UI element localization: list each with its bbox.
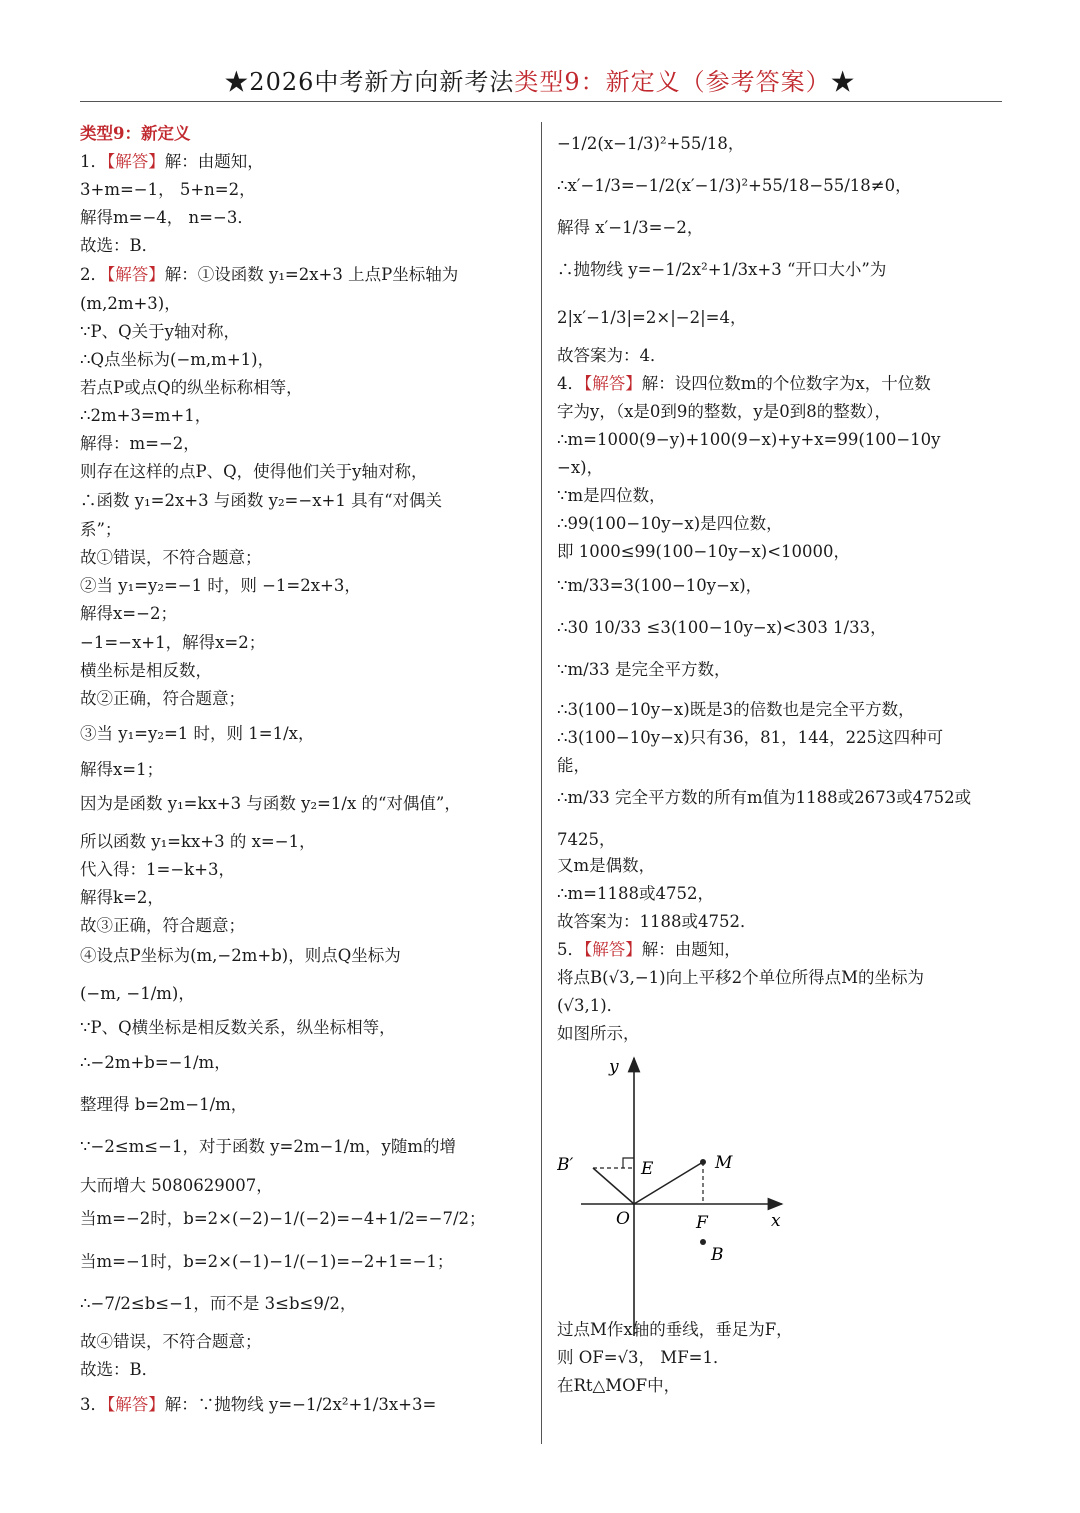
text-line: 解得：m=−2， [80, 434, 200, 453]
text-line: (−m, −1/m)， [80, 984, 195, 1003]
header-prefix: ★2026中考新方向新考法 [224, 68, 515, 96]
text-line: 代入得：1=−k+3， [80, 860, 235, 879]
label-o: O [616, 1209, 630, 1229]
text-line: 3+m=−1， 5+n=2， [80, 180, 256, 199]
text-line: 解得x=−2； [80, 604, 177, 623]
text-line: −1=−x+1，解得x=2； [80, 633, 266, 652]
text-line: 在Rt△MOF中， [557, 1376, 681, 1395]
point-b [700, 1239, 706, 1245]
text-line: ∵m/33 是完全平方数， [557, 660, 731, 679]
text-line: 故②正确，符合题意； [80, 689, 245, 708]
text-line: 则 OF=√3， MF=1． [557, 1348, 730, 1367]
right-angle-mark [623, 1158, 634, 1168]
text-line: ∴m=1188或4752， [557, 884, 714, 903]
text-line: 1．【解答】解：由题知， [80, 152, 264, 171]
text-line: ∴抛物线 y=−1/2x²+1/3x+3 “开口大小”为 [557, 260, 887, 279]
text-line: ∴x′−1/3=−1/2(x′−1/3)²+55/18−55/18≠0， [557, 176, 912, 195]
text-line: 解得x=1； [80, 760, 164, 779]
label-y: y [609, 1057, 619, 1077]
text-line: 5．【解答】解：由题知， [557, 940, 741, 959]
text-line: ∴3(100−10y−x)既是3的倍数也是完全平方数， [557, 700, 915, 719]
label-b-prime: B′ [557, 1155, 574, 1175]
text-line: −x)， [557, 458, 604, 477]
text-line: 故①错误，不符合题意； [80, 548, 262, 567]
segment-o-bprime [593, 1168, 634, 1204]
header-suffix: ★ [830, 68, 856, 96]
text-line: ∵m是四位数， [557, 486, 666, 505]
text-line: 如图所示， [557, 1024, 640, 1043]
answer-tag: 【解答】 [584, 374, 642, 393]
text-line: 3．【解答】解：∵抛物线 y=−1/2x²+1/3x+3= [80, 1395, 437, 1414]
text-line: 则存在这样的点P、Q，使得他们关于y轴对称， [80, 462, 428, 481]
text-line: ∴−7/2≤b≤−1，而不是 3≤b≤9/2， [80, 1294, 357, 1313]
text-line: ∴30 10/33 ≤3(100−10y−x)<303 1/33， [557, 618, 887, 637]
answer-tag: 【解答】 [107, 152, 165, 171]
label-b: B [711, 1245, 724, 1265]
text-line: 解得 x′−1/3=−2， [557, 218, 704, 237]
text-line: −1/2(x−1/3)²+55/18， [557, 134, 745, 153]
text-line: ∴m/33 完全平方数的所有m值为1188或2673或4752或 [557, 788, 972, 807]
text-line: 字为y，（x是0到9的整数，y是0到8的整数）， [557, 402, 891, 421]
text-line: 7425， [557, 830, 616, 849]
text-line: 即 1000≤99(100−10y−x)<10000， [557, 542, 851, 561]
text-line: ③当 y₁=y₂=1 时，则 1=1/x， [80, 724, 315, 743]
text-line: 故选：B． [80, 1360, 159, 1379]
text-line: ∴−2m+b=−1/m， [80, 1053, 231, 1072]
label-m: M [715, 1153, 733, 1173]
text-line: (m,2m+3)， [80, 294, 181, 313]
text-line: 当m=−1时，b=2×(−1)−1/(−1)=−2+1=−1； [80, 1252, 454, 1271]
answer-tag: 【解答】 [107, 1395, 165, 1414]
text-line: 2．【解答】解：①设函数 y₁=2x+3 上点P坐标轴为 [80, 265, 459, 284]
text-line: ∴函数 y₁=2x+3 与函数 y₂=−x+1 具有“对偶关 [80, 491, 443, 510]
text-line: (√3,1)． [557, 996, 624, 1015]
text-line: 横坐标是相反数， [80, 661, 212, 680]
text-line: 当m=−2时，b=2×(−2)−1/(−2)=−4+1/2=−7/2； [80, 1209, 486, 1228]
text-line: 故选：B． [80, 236, 159, 255]
point-m [700, 1159, 706, 1165]
text-line: 整理得 b=2m−1/m， [80, 1095, 248, 1114]
text-line: 大而增大 5080629007， [80, 1176, 273, 1195]
label-e: E [641, 1159, 654, 1179]
section-title: 类型9：新定义 [80, 124, 191, 143]
coordinate-figure [557, 1050, 797, 1340]
text-line: ∴2m+3=m+1， [80, 406, 212, 425]
text-line: ∵m/33=3(100−10y−x)， [557, 576, 763, 595]
text-line: 若点P或点Q的纵坐标称相等， [80, 378, 303, 397]
text-line: 解得m=−4， n=−3． [80, 208, 254, 227]
text-line: ∵−2≤m≤−1，对于函数 y=2m−1/m，y随m的增 [80, 1137, 456, 1156]
text-line: 因为是函数 y₁=kx+3 与函数 y₂=1/x 的“对偶值”， [80, 794, 461, 813]
text-line: 又m是偶数， [557, 856, 656, 875]
text-line: ∴99(100−10y−x)是四位数， [557, 514, 783, 533]
text-line: ②当 y₁=y₂=−1 时，则 −1=2x+3， [80, 576, 361, 595]
text-line: 故③正确，符合题意； [80, 916, 245, 935]
label-f: F [696, 1213, 708, 1233]
text-line: ∴3(100−10y−x)只有36，81，144，225这四种可 [557, 728, 944, 747]
text-line: ∵P、Q横坐标是相反数关系，纵坐标相等， [80, 1018, 396, 1037]
text-line: 4．【解答】解：设四位数m的个位数字为x，十位数 [557, 374, 931, 393]
header-topic: 类型9：新定义（参考答案） [514, 68, 831, 96]
header-rule [80, 101, 1002, 102]
answer-tag: 【解答】 [584, 940, 642, 959]
page-header [0, 62, 1080, 97]
text-line: ∴m=1000(9−y)+100(9−x)+y+x=99(100−10y [557, 430, 941, 449]
text-line: 解得k=2， [80, 888, 164, 907]
answer-tag: 【解答】 [107, 265, 165, 284]
text-line: 能， [557, 756, 590, 775]
label-x: x [771, 1211, 781, 1231]
column-divider [541, 122, 542, 1444]
text-line: 故答案为：4． [557, 346, 667, 365]
text-line: ∴Q点坐标为(−m,m+1)， [80, 350, 275, 369]
text-line: 故答案为：1188或4752． [557, 912, 757, 931]
text-line: ④设点P坐标为(m,−2m+b)，则点Q坐标为 [80, 946, 401, 965]
text-line: 将点B(√3,−1)向上平移2个单位所得点M的坐标为 [557, 968, 924, 987]
text-line: 2|x′−1/3|=2×|−2|=4， [557, 308, 747, 327]
text-line: 过点M作x轴的垂线，垂足为F， [557, 1320, 793, 1339]
text-line: 所以函数 y₁=kx+3 的 x=−1， [80, 832, 316, 851]
text-line: 故④错误，不符合题意； [80, 1332, 262, 1351]
text-line: 系”； [80, 520, 122, 539]
text-line: ∵P、Q关于y轴对称， [80, 322, 240, 341]
